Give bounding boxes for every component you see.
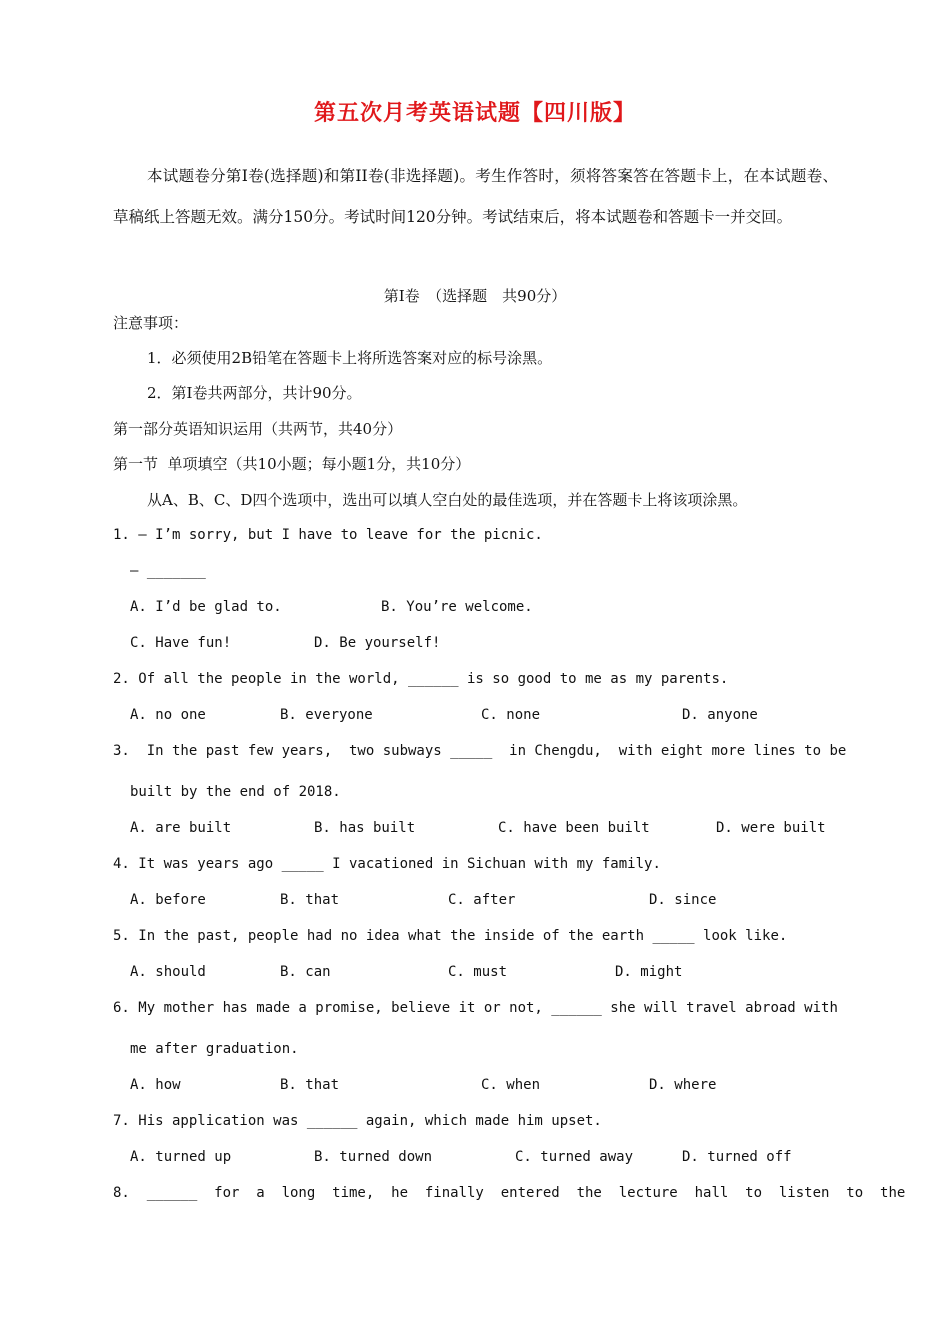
option-b: B. that	[280, 1077, 340, 1093]
option-b: B. can	[280, 964, 331, 980]
option-d: D. since	[649, 892, 717, 908]
question-stem: 7. His application was ______ again, which made him upset.	[113, 1113, 602, 1129]
question-stem: 4. It was years ago _____ I vacationed in Sichuan with my family.	[113, 856, 661, 872]
instruction-text: 从A、B、C、D四个选项中，选出可以填人空白处的最佳选项，并在答题卡上将该项涂黑。	[147, 491, 748, 509]
option-c: C. have been built	[498, 820, 650, 836]
option-c: C. must	[448, 964, 508, 980]
intro-paragraph: 本试题卷分第I卷(选择题)和第II卷(非选择题)。考生作答时，须将答案答在答题卡上，在本试题卷、草稿纸上答题无效。满分150分。考试时间120分钟。考试结束后，将本试题卷和答题卡一并交回。	[113, 167, 838, 226]
page-title: 第五次月考英语试题【四川版】	[313, 100, 636, 126]
question-stem: 3. In the past few years, two subways _____ in Chengdu, with eight more lines to be	[113, 743, 847, 759]
option-a: A. should	[130, 964, 206, 980]
option-b: B. that	[280, 892, 340, 908]
option-b: B. everyone	[280, 707, 373, 723]
option-b: B. has built	[314, 820, 416, 836]
option-a: A. turned up	[130, 1149, 232, 1165]
option-d: D. were built	[716, 820, 826, 836]
question-stem: 5. In the past, people had no idea what the inside of the earth _____ look like.	[113, 928, 788, 944]
question-stem-cont: — _______	[130, 563, 206, 579]
option-c: C. turned away	[515, 1149, 634, 1165]
option-d: D. turned off	[682, 1149, 792, 1165]
section-heading: 第一节 单项填空（共10小题；每小题1分，共10分）	[113, 455, 471, 473]
option-a: A. I’d be glad to.	[130, 599, 282, 615]
option-b: B. You’re welcome.	[381, 599, 533, 615]
note-item: 2．第I卷共两部分，共计90分。	[147, 384, 362, 402]
part-heading: 第一部分英语知识运用（共两节，共40分）	[113, 420, 403, 438]
option-d: D. might	[615, 964, 683, 980]
option-a: A. no one	[130, 707, 206, 723]
section-header: 第I卷 （选择题 共90分）	[383, 287, 567, 305]
question-stem: 6. My mother has made a promise, believe it or not, ______ she will travel abroad with	[113, 1000, 838, 1016]
option-c: C. none	[481, 707, 541, 723]
option-a: A. are built	[130, 820, 232, 836]
question-stem: 2. Of all the people in the world, ______ is so good to me as my parents.	[113, 671, 729, 687]
option-a: A. before	[130, 892, 206, 908]
notes-label: 注意事项：	[113, 314, 189, 332]
option-b: B. turned down	[314, 1149, 433, 1165]
option-d: D. where	[649, 1077, 717, 1093]
question-stem: 1. — I’m sorry, but I have to leave for the picnic.	[113, 527, 543, 543]
option-d: D. anyone	[682, 707, 758, 723]
question-stem-cont: me after graduation.	[130, 1041, 299, 1057]
note-item: 1．必须使用2B铅笔在答题卡上将所选答案对应的标号涂黑。	[147, 349, 553, 367]
option-c: C. when	[481, 1077, 541, 1093]
option-a: A. how	[130, 1077, 181, 1093]
option-d: D. Be yourself!	[314, 635, 441, 651]
option-c: C. Have fun!	[130, 635, 232, 651]
option-c: C. after	[448, 892, 516, 908]
question-stem: 8. ______ for a long time, he finally entered the lecture hall to listen to the	[113, 1185, 906, 1201]
question-stem-cont: built by the end of 2018.	[130, 784, 341, 800]
